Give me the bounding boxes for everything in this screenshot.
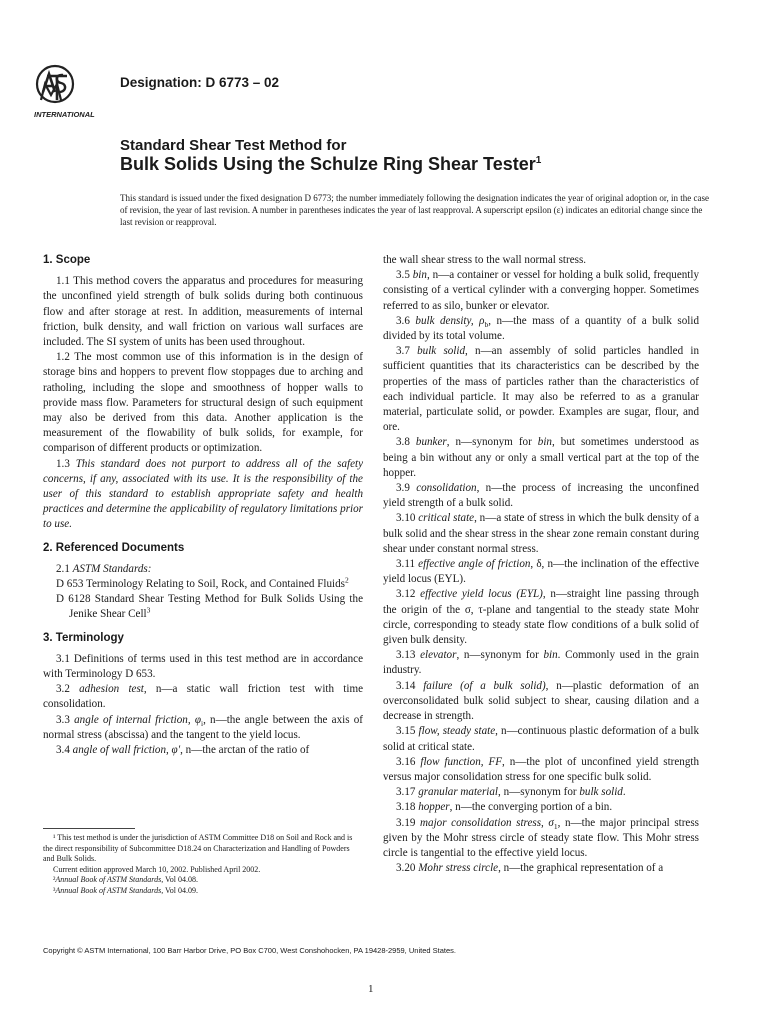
para-3-12: 3.12 effective yield locus (EYL), n—straight line passing through the origin of the σ, τ-plane and tangential to the steady state Mohr circle, corresponding to steady state flow conditions of a bulk solid of given bulk density. — [383, 588, 700, 647]
footnote-2: ²Annual Book of ASTM Standards, Vol 04.08. — [53, 875, 199, 885]
para-3-4: 3.4 angle of wall friction, φ′, n—the arctan of the ratio of — [56, 744, 310, 757]
page-number: 1 — [368, 983, 374, 995]
para-3-10: 3.10 critical state, n—a state of stress in which the bulk density of a bulk solid and the shear stress in the shear zone remain constant during shear under constant normal stress. — [383, 512, 699, 555]
para-3-9: 3.9 consolidation, n—the process of increasing the unconfined yield strength of a bulk solid. — [383, 482, 700, 510]
para-3-18: 3.18 hopper, n—the converging portion of a bin. — [396, 801, 613, 814]
section-3-heading: 3. Terminology — [43, 631, 124, 644]
para-3-8: 3.8 bunker, n—synonym for bin, but sometimes understood as being a bin without any or only a small vertical part at the top of the hopper. — [383, 436, 699, 479]
reference-d6128: D 6128 Standard Shear Testing Method for Bulk Solids Using the Jenike Shear Cell$^3$ — [56, 593, 363, 621]
title-line-1: Standard Shear Test Method for — [120, 137, 347, 154]
para-3-15: 3.15 flow, steady state, n—continuous plastic deformation of a bulk solid at critical state. — [383, 725, 699, 753]
para-3-19: 3.19 major consolidation stress, $\sigma_1$, n—the major principal stress given by the Mohr stress circle of steady state flow. This Mohr stress circle is tangential to the effective yield locus. — [383, 816, 699, 859]
para-3-4-continued: the wall shear stress to the wall normal stress. — [383, 254, 587, 266]
reference-d653: D 653 Terminology Relating to Soil, Rock, and Contained Fluids$^2$ — [56, 575, 349, 591]
para-3-3: 3.3 angle of internal friction, $\varphi_i$, n—the angle between the axis of normal stress (abscissa) and the tangent to the yield locus. — [43, 713, 364, 741]
designation: Designation: D 6773 – 02 — [120, 75, 280, 90]
para-3-1: 3.1 Definitions of terms used in this test method are in accordance with Terminology D 653. — [43, 652, 363, 681]
title-line-2: Bulk Solids Using the Schulze Ring Shear Tester$^1$ — [120, 154, 542, 174]
footnote-divider — [43, 828, 135, 829]
para-3-14: 3.14 failure (of a bulk solid), n—plastic deformation of an overconsolidated bulk solid subject to shear, causing dilation and a decrease in strength. — [383, 679, 700, 723]
para-1-3: 1.3 This standard does not purport to address all of the safety concerns, if any, associated with its use. It is the responsibility of the user of this standard to establish appropriate safety and health practices and determine the applicability of regulatory limitations prior to use. — [43, 457, 364, 531]
logo-subtitle: INTERNATIONAL — [34, 110, 95, 119]
para-3-2: 3.2 adhesion test, n—a static wall friction test with time consolidation. — [43, 683, 364, 711]
footnote-1-dates: Current edition approved March 10, 2002. Published April 2002. — [53, 864, 261, 874]
para-3-13: 3.13 elevator, n—synonym for bin. Commonly used in the grain industry. — [383, 649, 699, 677]
para-1-1: 1.1 This method covers the apparatus and procedures for measuring the unconfined yield strength of bulk solids during both continuous flow and after storage at rest. In addition, measurements of internal friction, bulk density, and wall friction on various wall surfaces are included. The SI system of units has been used throughout. — [43, 275, 363, 349]
para-3-5: 3.5 bin, n—a container or vessel for holding a bulk solid, frequently consisting of a vertical cylinder with a converging hopper. Sometimes referred to as silo, bunker or elevator. — [383, 269, 700, 312]
title-footnote-mark: 1 — [535, 155, 542, 166]
footnote-1: ¹ This test method is under the jurisdiction of ASTM Committee D18 on Soil and Rock and is the direct responsibility of Subcommittee D18.24 on Characterization and Handling of Powders and Bulk Solids. — [43, 833, 353, 864]
left-column — [43, 253, 363, 758]
para-3-16: 3.16 flow function, FF, n—the plot of unconfined yield strength versus major consolidation stress for one specific bulk solid. — [383, 755, 700, 783]
astm-logo — [33, 62, 113, 120]
para-3-6: 3.6 bulk density, $\rho_b$, n—the mass of a quantity of a bulk solid divided by its total volume. — [383, 314, 699, 343]
section-2-heading: 2. Referenced Documents — [43, 541, 185, 554]
para-3-20: 3.20 Mohr stress circle, n—the graphical representation of a — [396, 862, 664, 875]
para-3-7: 3.7 bulk solid, n—an assembly of solid particles handled in sufficient quantities that its characteristics can be described by the properties of the mass of particles rather than the characteristics of each individual particle. It may also be referred to as a granular material, particulate solid, or powder. Examples are sugar, flour, and ore. — [383, 345, 700, 434]
para-3-17: 3.17 granular material, n—synonym for bulk solid. — [396, 786, 626, 799]
standard-intro: This standard is issued under the fixed designation D 6773; the number immediately following the designation indicates the year of original adoption or, in the case of revision, the year of last revision. A number in parentheses indicates the year of last reapproval. A superscript epsilon (ε) indicates an editorial change since the last revision or reapproval. — [120, 193, 709, 227]
para-2-1: 2.1 ASTM Standards: — [56, 562, 152, 575]
right-column — [383, 253, 699, 876]
section-1-heading: 1. Scope — [43, 254, 91, 266]
copyright-notice: Copyright © ASTM International, 100 Barr Harbor Drive, PO Box C700, West Conshohocken, PA 19428-2959, United States. — [43, 946, 456, 955]
para-1-2: 1.2 The most common use of this information is in the design of storage bins and hoppers to prevent flow stoppages due to arching and ratholing, including the slope and smoothness of hopper walls to provide mass flow. Parameters for structural design of such equipment may also be derived from this data. Another application is the measurement of the flowability of bulk solids, for example, for comparison of different products or optimization. — [43, 351, 363, 455]
para-3-11: 3.11 effective angle of friction, δ, n—the inclination of the effective yield locus (EYL). — [383, 558, 699, 586]
footnote-3: ³Annual Book of ASTM Standards, Vol 04.09. — [53, 885, 199, 895]
footnotes — [43, 833, 363, 897]
